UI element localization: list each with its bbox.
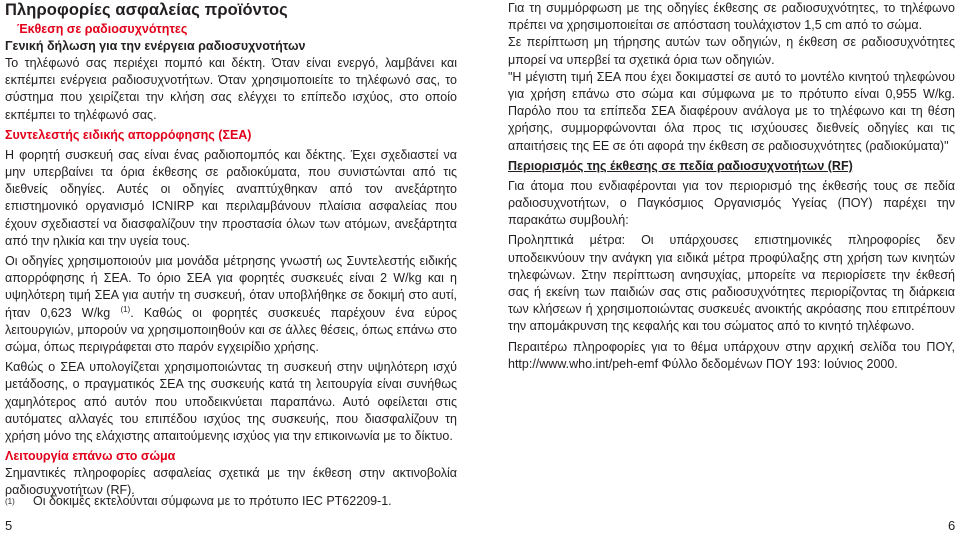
page-number-left: 5 — [5, 518, 13, 533]
sar-power-paragraph: Καθώς ο ΣΕΑ υπολογίζεται χρησιμοποιώντας τη συσκευή στην υψηλότερη ισχύ μετάδοσης, ο πραγματικός ΣΕΑ της συσκευής κατά τη λειτουργία είναι συνήθως χαμηλότερος από αυτόν που υποδεικνύεται παραπάνω. Αυτό οφείλεται στις αυτόματες αλλαγές του επιπέδου ισχύος της συσκευής, που διασφαλίζουν τη χρήση μόνο της ελάχιστης απαιτούμενης ισχύος για την επικοινωνία με το δίκτυο. — [5, 360, 457, 444]
sar-heading: Συντελεστής ειδικής απορρόφησης (ΣΕΑ) — [5, 127, 252, 142]
footnote-mark: (1) — [5, 497, 15, 506]
more-info-paragraph: Περαιτέρω πληροφορίες για το θέμα υπάρχουν στην αρχική σελίδα του ΠΟΥ, http://www.who.int/peh-emf Φύλλο δεδομένων ΠΟΥ 193: Ιούνιος 2000. — [508, 339, 955, 371]
limit-exposure-heading: Περιορισμός της έκθεσης σε πεδία ραδιοσυχνοτήτων (RF) — [508, 158, 853, 173]
footnote-text: Οι δοκιμές εκτελούνται σύμφωνα με το πρότυπο IEC PT62209-1. — [33, 494, 392, 508]
sar-limit-text-b: . Καθώς οι φορητές συσκευές παρέχουν ένα εύρος λειτουργιών, μπορούν να χρησιμοποιηθούν και σε άλλες θέσεις, όπως επάνω στο σώμα, όπως περιγράφεται στο παρόν εγχειρίδιο χρήσης. — [5, 305, 458, 355]
sar-limit-paragraph — [5, 253, 457, 356]
body-worn-heading: Λειτουργία επάνω στο σώμα — [5, 449, 176, 464]
body-worn-paragraph: Σημαντικές πληροφορίες ασφαλείας σχετικά με την έκθεση στην ακτινοβολία ραδιοσυχνοτήτων (RF). — [5, 466, 457, 498]
sar-paragraph: Η φορητή συσκευή σας είναι ένας ραδιοπομπός και δέκτης. Έχει σχεδιαστεί να μην υπερβαίνει τα όρια έκθεσης σε ραδιοκύματα, που συνιστώνται από τις διεθνείς οδηγίες. Αυτές οι οδηγίες αναπτύχθηκαν από τον ανεξάρτητο επιστημονικό οργανισμό ICNIRP και περιλαμβάνουν πλαίσια ασφαλείας που έχουν σχεδιαστεί να διασφαλίζουν την προστασία όλων των ατόμων, ανεξάρτητα από την ηλικία και την υγεία τους. — [5, 147, 457, 248]
section-subtitle: Έκθεση σε ραδιοσυχνότητες — [17, 22, 188, 36]
sar-limit-text-a: Οι οδηγίες χρησιμοποιούν μια μονάδα μέτρησης γνωστή ως Συντελεστής ειδικής απορρόφησης ή ΣΕΑ. Το όριο ΣΕΑ για φορητές συσκευές είναι 2 W/kg και η υψηλότερη τιμή ΣΕΑ για αυτήν τη συσκευή, όταν υποβλήθηκε σε δοκιμή στο αυτί, ήταν 0,623 W/kg — [5, 254, 457, 320]
left-column — [5, 0, 457, 500]
body-sar-paragraph: "Η μέγιστη τιμή ΣΕΑ που έχει δοκιμαστεί σε αυτό το μοντέλο κινητού τηλεφώνου για χρήση επάνω στο σώμα και σύμφωνα με το πρότυπο είναι 0,955 W/kg. Παρόλο που τα επίπεδα ΣΕΑ διαφέρουν ανάλογα με το τηλέφωνο και τη θέση χρήσης, συμμορφώνονται όλα προς τις ισχύουσες διεθνείς οδηγίες και τις απαιτήσεις της ΕΕ σε ότι αφορά την έκθεση σε ραδιοσυχνότητες (ραδιοκύματα)" — [508, 69, 955, 153]
footnote — [5, 493, 457, 510]
precaution-paragraph: Προληπτικά μέτρα: Οι υπάρχουσες επιστημονικές πληροφορίες δεν υποδεικνύουν την ανάγκη για ειδικά μέτρα προφύλαξης στη χρήση των κινητών τηλεφώνων. Στην περίπτωση ανησυχίας, μπορείτε να περιορίσετε την έκθεσή σας ή εκείνη των παιδιών σας στις ραδιοσυχνότητες περιορίζοντας τη διάρκεια των κλήσεων ή χρησιμοποιώντας συσκευές ανοικτής ακρόασης που επιτρέπουν την απομάκρυνση της κεφαλής και του σώματος από το κινητό τηλέφωνο. — [508, 233, 955, 334]
distance-paragraph: Για τη συμμόρφωση με της οδηγίες έκθεσης σε ραδιοσυχνότητες, το τηλέφωνο πρέπει να χρησιμοποιείται σε απόσταση τουλάχιστον 1,5 cm από το σώμα. — [508, 1, 955, 33]
general-heading: Γενική δήλωση για την ενέργεια ραδιοσυχνοτήτων — [5, 39, 306, 53]
page-title: Πληροφορίες ασφαλείας προϊόντος — [5, 1, 288, 19]
right-column — [508, 0, 955, 373]
guideline-paragraph: Σε περίπτωση μη τήρησης αυτών των οδηγιών, η έκθεση σε ραδιοσυχνότητες μπορεί να υπερβεί τα σχετικά όρια των οδηγιών. — [508, 35, 955, 67]
page-number-right: 6 — [948, 518, 956, 533]
general-paragraph: Το τηλέφωνό σας περιέχει πομπό και δέκτη. Όταν είναι ενεργό, λαμβάνει και εκπέμπει ενέργεια ραδιοσυχνοτήτων. Όταν χρησιμοποιείτε το τηλέφωνό σας, το σύστημα που χειρίζεται την κλήση σας ελέγχει το επίπεδο ισχύος, στο οποίο εκπέμπει το τηλέφωνό σας. — [5, 56, 457, 122]
footnote-reference: (1) — [120, 304, 131, 314]
who-intro-paragraph: Για άτομα που ενδιαφέρονται για τον περιορισμό της έκθεσής τους σε πεδία ραδιοσυχνοτήτων, ο Παγκόσμιος Οργανισμός Υγείας (ΠΟΥ) παρέχει την παρακάτω συμβουλή: — [508, 178, 955, 228]
